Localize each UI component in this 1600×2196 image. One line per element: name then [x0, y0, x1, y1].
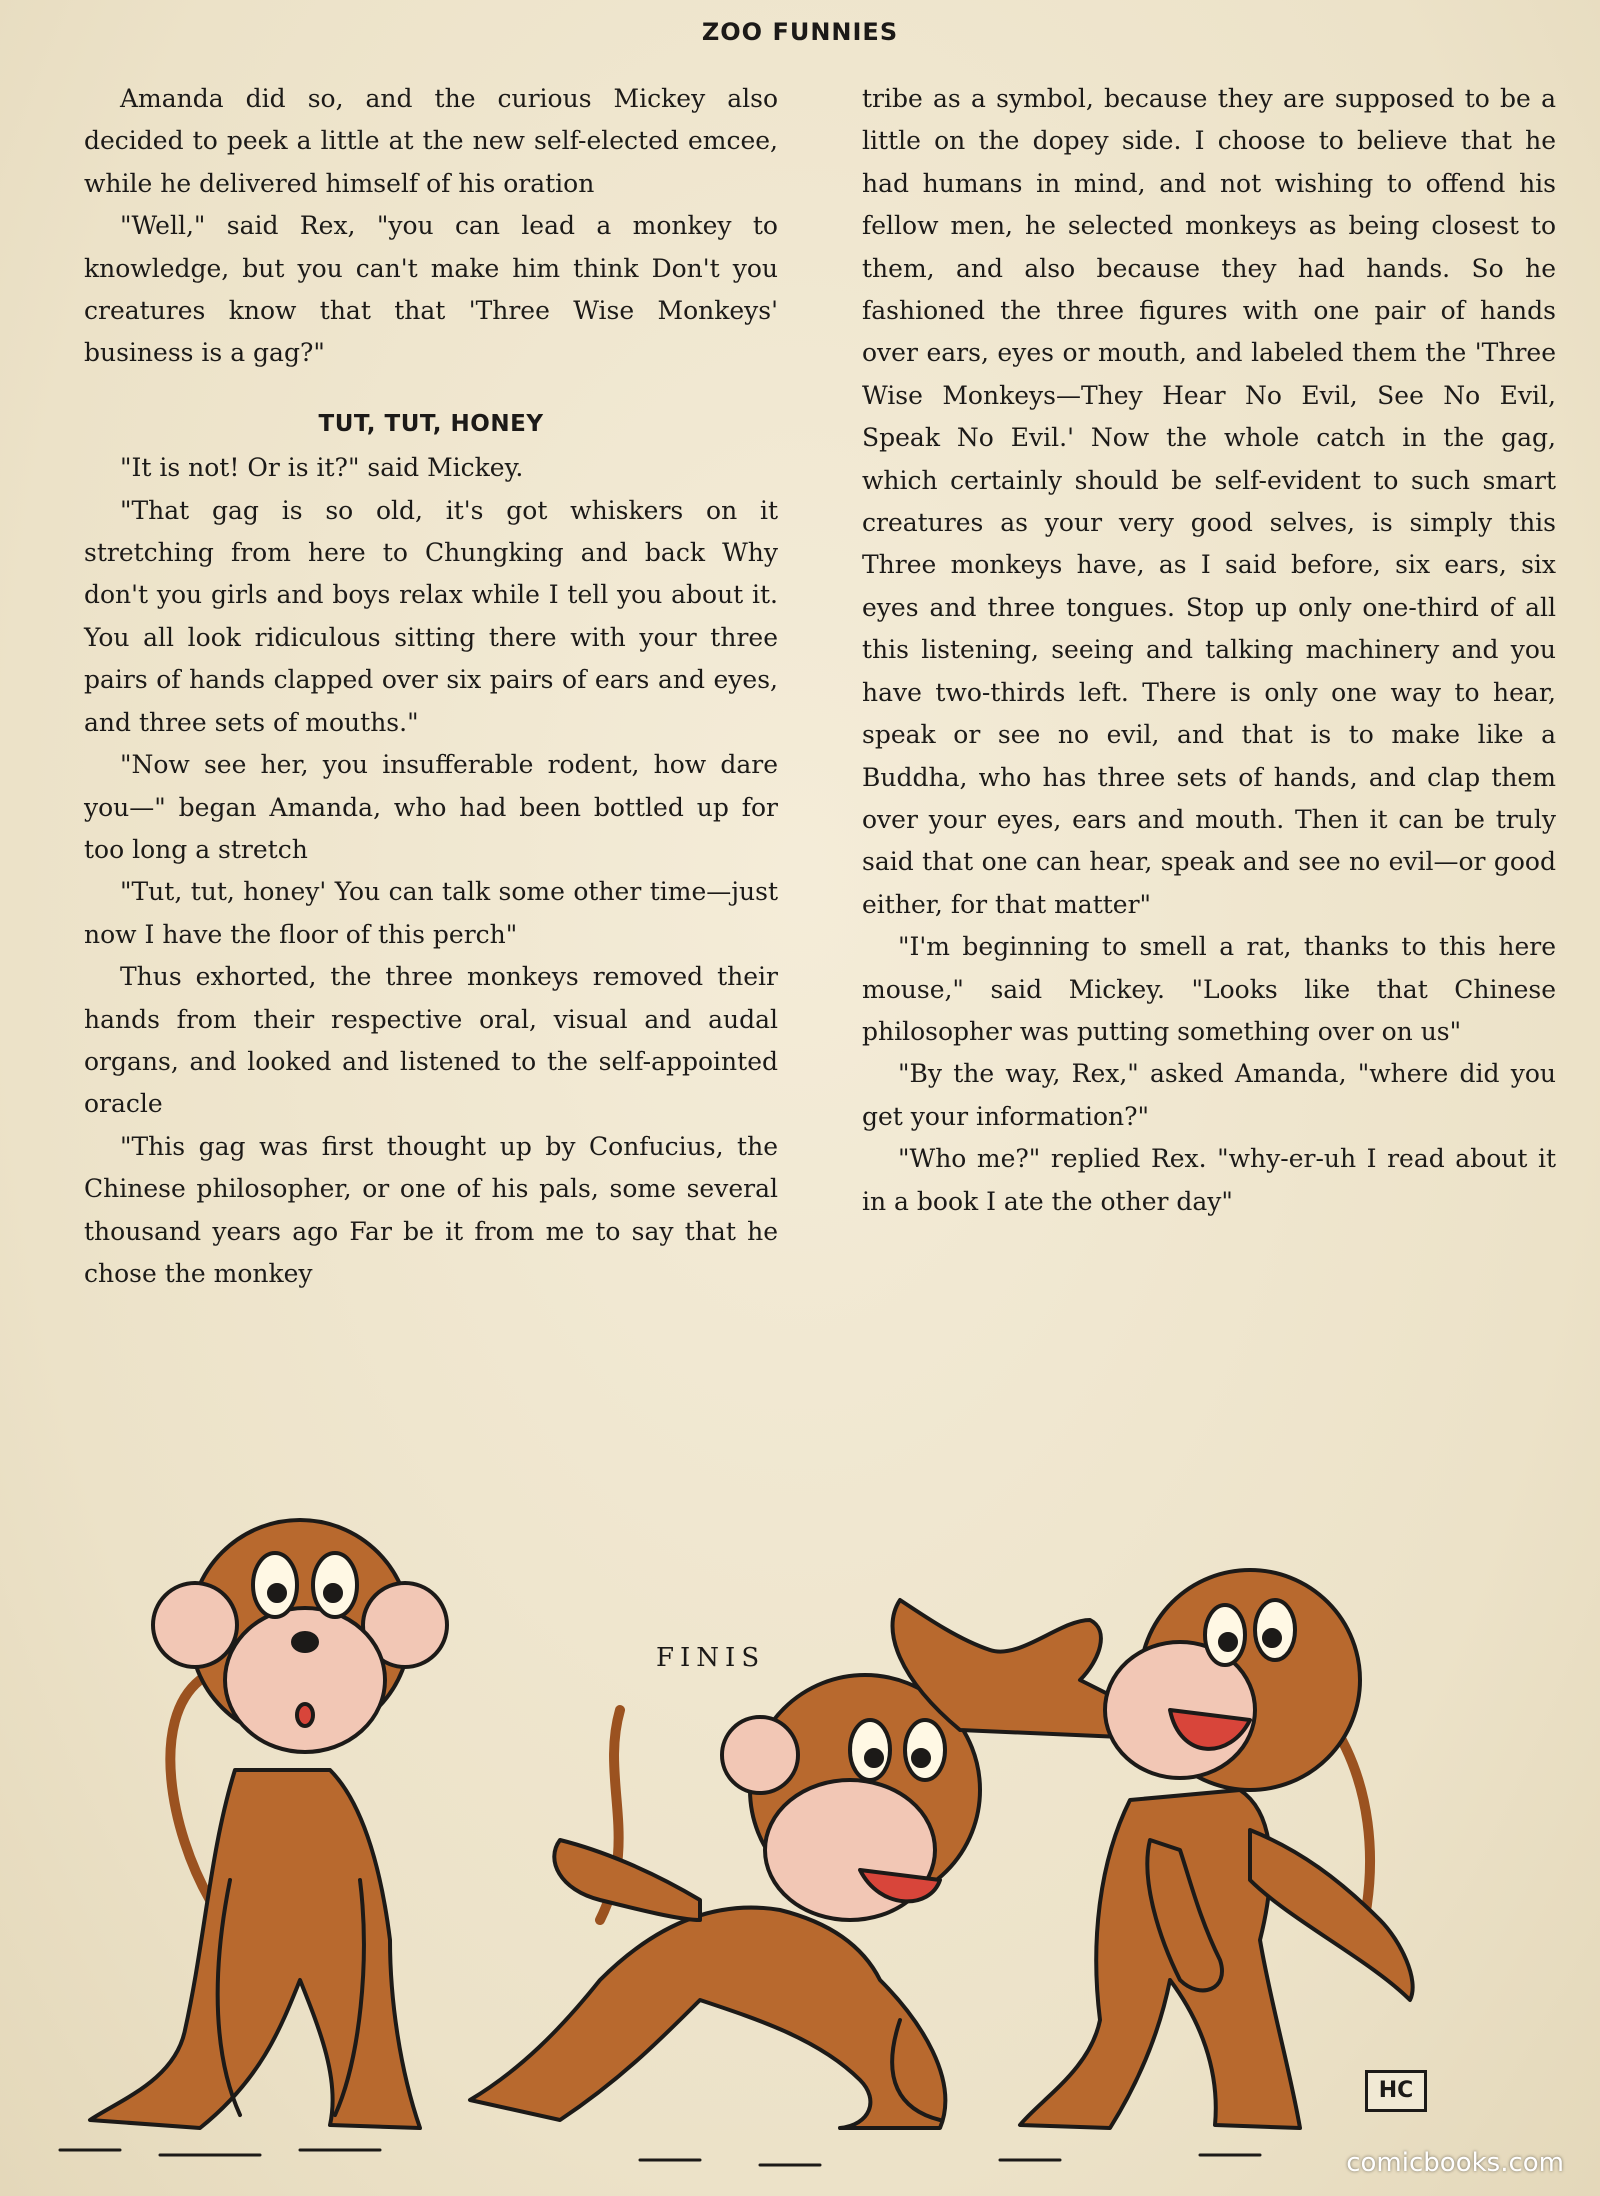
text-column-left [84, 78, 778, 1295]
paragraph: "That gag is so old, it's got whiskers on it stretching from here to Chungking and back Why don't you girls and boys relax while I tell you about it. You all look ridiculous sitting there with your three pairs of hands clapped over six pairs of ears and eyes, and three sets of mouths." [84, 495, 778, 737]
paragraph: "I'm beginning to smell a rat, thanks to this here mouse," said Mickey. "Looks like that Chinese philosopher was putting something over on us" [862, 932, 1556, 1046]
watermark: comicbooks.com [1346, 2148, 1564, 2178]
three-monkeys-illustration [0, 1380, 1600, 2196]
paragraph: "Now see her, you insufferable rodent, how dare you—" began Amanda, who had been bottled up for too long a stretch [84, 750, 778, 864]
artist-signature: HC [1365, 2070, 1427, 2112]
paragraph: "It is not! Or is it?" said Mickey. [120, 453, 524, 483]
paragraph: Thus exhorted, the three monkeys removed their hands from their respective oral, visual and audal organs, and looked and listened to the self-appointed oracle [84, 962, 778, 1119]
paragraph: Amanda did so, and the curious Mickey also decided to peek a little at the new self-elected emcee, while he delivered himself of his oration [84, 84, 778, 198]
running-header: ZOO FUNNIES [701, 18, 899, 46]
monkey-right [893, 1570, 1413, 2128]
finis-label: FINIS [656, 1643, 766, 1673]
paragraph: "Well," said Rex, "you can lead a monkey to knowledge, but you can't make him think Don't you creatures know that that 'Three Wise Monkeys' business is a gag?" [84, 211, 778, 368]
paragraph: "Tut, tut, honey' You can talk some other time—just now I have the floor of this perch" [84, 877, 778, 949]
monkey-middle [470, 1675, 980, 2128]
section-heading: TUT, TUT, HONEY [318, 410, 544, 437]
paragraph: "This gag was first thought up by Confucius, the Chinese philosopher, or one of his pals, some several thousand years ago Far be it from me to say that he chose the monkey [84, 1131, 778, 1288]
paragraph: tribe as a symbol, because they are supposed to be a little on the dopey side. I choose to believe that he had humans in mind, and not wishing to offend his fellow men, he selected monkeys as being closest to them, and also because they had hands. So he fashioned the three figures with one pair of hands over ears, eyes or mouth, and labeled them the 'Three Wise Monkeys—They Hear No Evil, See No Evil, Speak No Evil.' Now the whole catch in the gag, which certainly should be self-evident to such smart creatures as your very good selves, is simply this Three monkeys have, as I said before, six ears, six eyes and three tongues. Stop up only one-third of all this listening, seeing and talking machinery and you have two-thirds left. There is only one way to hear, speak or see no evil, and that is to make like a Buddha, who has three sets of hands, and clap them over your eyes, ears and mouth. Then it can be truly said that one can hear, speak and see no evil—or good either, for that matter" [862, 84, 1556, 919]
paragraph: "Who me?" replied Rex. "why-er-uh I read about it in a book I ate the other day" [862, 1144, 1556, 1216]
paragraph: "By the way, Rex," asked Amanda, "where did you get your information?" [862, 1059, 1556, 1131]
text-column-right [862, 78, 1556, 1223]
monkey-left [90, 1520, 447, 2128]
